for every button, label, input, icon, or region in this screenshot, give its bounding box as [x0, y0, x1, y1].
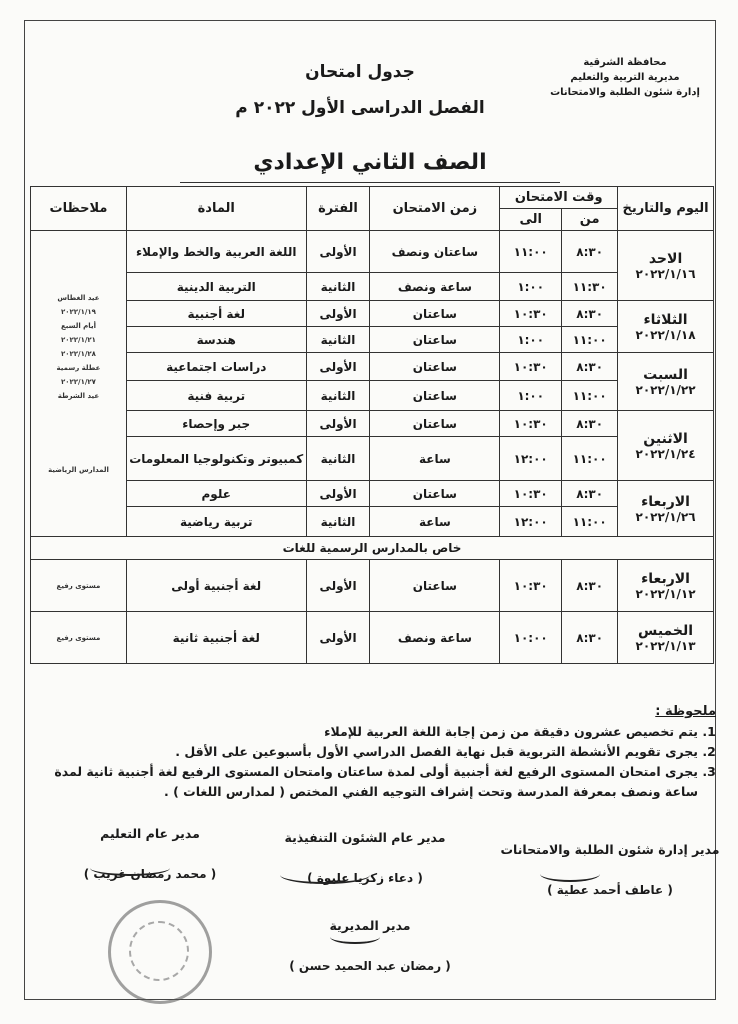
- signature-name: ( رمضان عبد الحميد حسن ): [289, 959, 451, 973]
- period-cell: الأولى: [306, 612, 370, 664]
- time-from: ١١:٠٠: [562, 327, 618, 353]
- subject-cell: لغة أجنبية: [126, 301, 306, 327]
- duration-cell: ساعتان: [370, 560, 500, 612]
- signature-title: مدير المديرية: [329, 918, 411, 933]
- header-day: اليوم والتاريخ: [618, 187, 714, 231]
- table-row: [31, 560, 714, 612]
- day-cell: الاحد ٢٠٢٢/١/١٦: [618, 231, 714, 301]
- time-to: ١٠:٣٠: [500, 411, 562, 437]
- time-to: ١٠:٣٠: [500, 481, 562, 507]
- subject-cell: تربية فنية: [126, 381, 306, 411]
- header-notes: ملاحظات: [31, 187, 127, 231]
- subject-cell: التربية الدينية: [126, 273, 306, 301]
- period-cell: الثانية: [306, 273, 370, 301]
- document-title: جدول امتحان: [305, 62, 415, 82]
- note-item: 2. يجرى تقويم الأنشطة التربوية قبل نهاية الفصل الدراسي الأول بأسبوعين على الأقل .: [36, 742, 698, 762]
- table-row: [31, 353, 714, 381]
- signature-name: ( عاطف أحمد عطية ): [547, 883, 673, 897]
- note-item: 3. يجرى امتحان المستوى الرفيع لغة أجنبية أولى لمدة ساعتان وامتحان المستوى الرفيع لغة أجنبية ثانية لمدة ساعة ونصف بمعرفة المدرسة وتحت إشراف التوجيه الفني المختص ( لمدارس اللغات ) .: [36, 762, 698, 802]
- time-from: ١١:٠٠: [562, 381, 618, 411]
- day-cell: السبت ٢٠٢٢/١/٢٢: [618, 353, 714, 411]
- duration-cell: ساعتان: [370, 327, 500, 353]
- subject-cell: اللغة العربية والخط والإملاء: [126, 231, 306, 273]
- title-underline: [180, 182, 560, 183]
- table-row: [31, 507, 714, 537]
- time-from: ١١:٣٠: [562, 273, 618, 301]
- table-row: [31, 327, 714, 353]
- grade-title: الصف الثاني الإعدادي: [253, 150, 487, 175]
- duration-cell: ساعتان: [370, 411, 500, 437]
- table-row: [31, 437, 714, 481]
- header-period: الفترة: [306, 187, 370, 231]
- handwritten-signature: [540, 866, 600, 882]
- time-from: ٨:٣٠: [562, 560, 618, 612]
- day-cell: الاربعاء ٢٠٢٢/١/١٢: [618, 560, 714, 612]
- time-to: ١٢:٠٠: [500, 507, 562, 537]
- period-cell: الأولى: [306, 411, 370, 437]
- time-from: ١١:٠٠: [562, 507, 618, 537]
- handwritten-signature: [330, 930, 380, 944]
- time-from: ٨:٣٠: [562, 481, 618, 507]
- org-line-3: إدارة شئون الطلبة والامتحانات: [550, 87, 700, 98]
- org-line-2: مديرية التربية والتعليم: [570, 72, 680, 83]
- special-heading-row: [31, 537, 714, 560]
- header-time: وقت الامتحان: [500, 187, 618, 209]
- table-row: [31, 481, 714, 507]
- duration-cell: ساعة: [370, 437, 500, 481]
- exam-schedule-table: [30, 186, 714, 664]
- subject-cell: كمبيوتر وتكنولوجيا المعلومات: [126, 437, 306, 481]
- header-from: من: [562, 209, 618, 231]
- signature-title: مدير عام الشئون التنفيذية: [284, 830, 446, 845]
- period-cell: الثانية: [306, 327, 370, 353]
- signature-name: ( دعاء زكريا عليوة ): [307, 871, 423, 885]
- time-from: ٨:٣٠: [562, 411, 618, 437]
- table-row: [31, 381, 714, 411]
- time-to: ١:٠٠: [500, 327, 562, 353]
- period-cell: الأولى: [306, 481, 370, 507]
- duration-cell: ساعة: [370, 507, 500, 537]
- period-cell: الثانية: [306, 381, 370, 411]
- note-cell: مستوى رفيع: [31, 612, 127, 664]
- notes-column: عيد الغطاس ٢٠٢٢/١/١٩ أيام السبع ٢٠٢٢/١/٢١ ٢٠٢٢/١/٢٨ عطلة رسمية ٢٠٢٢/١/٢٧ عيد الشرطة المدارس الرياضية: [31, 231, 127, 537]
- subject-cell: جبر وإحصاء: [126, 411, 306, 437]
- period-cell: الأولى: [306, 560, 370, 612]
- notes-title: ملحوظة :: [655, 704, 716, 719]
- period-cell: الثانية: [306, 507, 370, 537]
- time-to: ١٠:٣٠: [500, 353, 562, 381]
- time-to: ١٠:٠٠: [500, 612, 562, 664]
- organization-header: [530, 55, 720, 100]
- time-from: ٨:٣٠: [562, 612, 618, 664]
- official-seal: [108, 900, 212, 1004]
- period-cell: الأولى: [306, 231, 370, 273]
- duration-cell: ساعتان: [370, 353, 500, 381]
- time-to: ١٠:٣٠: [500, 301, 562, 327]
- time-to: ١:٠٠: [500, 381, 562, 411]
- subject-cell: دراسات اجتماعية: [126, 353, 306, 381]
- term-title: الفصل الدراسى الأول ٢٠٢٢ م: [235, 98, 485, 118]
- note-item: 1. يتم تخصيص عشرون دقيقة من زمن إجابة اللغة العربية للإملاء: [36, 722, 698, 742]
- day-cell: الاثنين ٢٠٢٢/١/٢٤: [618, 411, 714, 481]
- signature-title: مدير عام التعليم: [100, 826, 200, 841]
- header-subject: المادة: [126, 187, 306, 231]
- period-cell: الثانية: [306, 437, 370, 481]
- day-cell: الاربعاء ٢٠٢٢/١/٢٦: [618, 481, 714, 537]
- subject-cell: لغة أجنبية أولى: [126, 560, 306, 612]
- duration-cell: ساعتان: [370, 381, 500, 411]
- subject-cell: تربية رياضية: [126, 507, 306, 537]
- table-row: [31, 231, 714, 273]
- duration-cell: ساعة ونصف: [370, 273, 500, 301]
- time-from: ١١:٠٠: [562, 437, 618, 481]
- table-row: [31, 301, 714, 327]
- signature-block-4: [280, 918, 460, 973]
- duration-cell: ساعتان: [370, 301, 500, 327]
- duration-cell: ساعة ونصف: [370, 612, 500, 664]
- time-from: ٨:٣٠: [562, 231, 618, 273]
- time-to: ١٢:٠٠: [500, 437, 562, 481]
- duration-cell: ساعتان: [370, 481, 500, 507]
- header-to: الى: [500, 209, 562, 231]
- time-from: ٨:٣٠: [562, 353, 618, 381]
- time-to: ١:٠٠: [500, 273, 562, 301]
- handwritten-signature: [90, 860, 170, 876]
- period-cell: الأولى: [306, 301, 370, 327]
- duration-cell: ساعتان ونصف: [370, 231, 500, 273]
- org-line-1: محافظة الشرقية: [583, 57, 667, 68]
- time-to: ١١:٠٠: [500, 231, 562, 273]
- table-row: [31, 612, 714, 664]
- signature-name: ( محمد رمضان غريب ): [83, 867, 217, 881]
- notes-section: [36, 702, 716, 802]
- period-cell: الأولى: [306, 353, 370, 381]
- subject-cell: لغة أجنبية ثانية: [126, 612, 306, 664]
- note-cell: مستوى رفيع: [31, 560, 127, 612]
- time-to: ١٠:٣٠: [500, 560, 562, 612]
- day-cell: الثلاثاء ٢٠٢٢/١/١٨: [618, 301, 714, 353]
- table-row: [31, 411, 714, 437]
- table-row: [31, 273, 714, 301]
- subject-cell: علوم: [126, 481, 306, 507]
- signature-block-1: [500, 842, 720, 897]
- special-heading: خاص بالمدارس الرسمية للغات: [31, 537, 714, 560]
- time-from: ٨:٣٠: [562, 301, 618, 327]
- handwritten-signature: [280, 866, 370, 884]
- day-cell: الخميس ٢٠٢٢/١/١٣: [618, 612, 714, 664]
- header-duration: زمن الامتحان: [370, 187, 500, 231]
- signature-title: مدير إدارة شئون الطلبة والامتحانات: [500, 842, 720, 857]
- subject-cell: هندسة: [126, 327, 306, 353]
